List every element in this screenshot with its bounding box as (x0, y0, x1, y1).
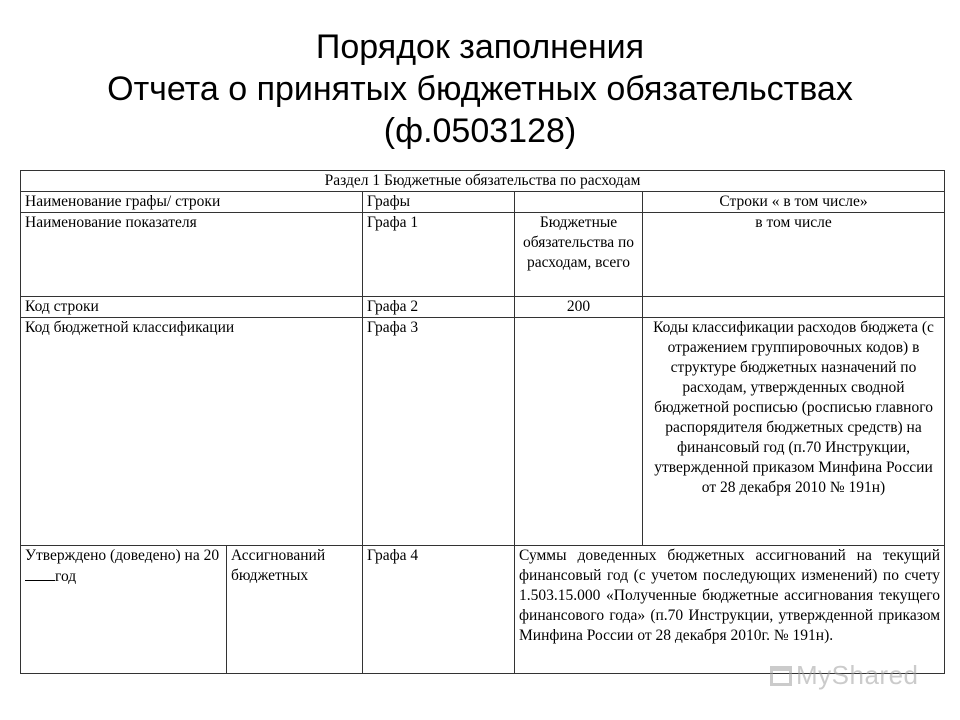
cell-approved-desc: Суммы доведенных бюджетных ассигнований на текущий финансовый год (с учетом последующих изменений) по счету 1.503.15.000 «Полученные бюджетные ассигнования текущего финансового года» (п.70 Инструкции, утвержденной приказом Минфина России от 28 декабря 2010г. № 191н). (515, 546, 945, 674)
cell-approved (21, 546, 227, 674)
table-row (21, 213, 945, 297)
projector-icon (770, 666, 792, 686)
cell-including-rows: Строки « в том числе» (643, 192, 945, 213)
cell-column-2: Графа 2 (363, 297, 515, 318)
cell-code-value: 200 (515, 297, 643, 318)
cell-column-4: Графа 4 (363, 546, 515, 674)
cell-classification-desc: Коды классификации расходов бюджета (с отражением группировочных кодов) в структуре бюджетных назначений по расходам, утвержденных сводной бюджетной росписью (росписью главного распорядителя бюджетных средств) на финансовый год (п.70 Инструкции, утвержденной приказом Минфина России от 28 декабря 2010 № 191н) (643, 318, 945, 546)
cell-including: в том числе (643, 213, 945, 297)
watermark (770, 660, 919, 691)
cell-allocations: Ассигнований бюджетных (227, 546, 363, 674)
cell-obligations-total: Бюджетные обязательства по расходам, всего (515, 213, 643, 297)
approved-prefix: Утверждено (доведено) на 20 (25, 547, 220, 564)
title-line-1: Порядок заполнения (315, 28, 645, 66)
cell-empty (643, 297, 945, 318)
table-row (21, 546, 945, 674)
slide-title (0, 26, 960, 152)
cell-row-code: Код строки (21, 297, 363, 318)
report-table (20, 170, 945, 674)
cell-empty (515, 192, 643, 213)
cell-empty (515, 318, 643, 546)
table-row (21, 318, 945, 546)
approved-suffix: год (55, 568, 77, 585)
year-blank (25, 566, 55, 581)
title-line-2: Отчета о принятых бюджетных обязательствах (107, 70, 853, 108)
table-row (21, 297, 945, 318)
title-line-3: (ф.0503128) (383, 112, 577, 150)
table-row (21, 192, 945, 213)
section-header-row (21, 171, 945, 192)
cell-name-column: Наименование графы/ строки (21, 192, 363, 213)
cell-indicator-name: Наименование показателя (21, 213, 363, 297)
cell-columns-header: Графы (363, 192, 515, 213)
cell-column-3: Графа 3 (363, 318, 515, 546)
section-header-cell: Раздел 1 Бюджетные обязательства по расходам (21, 171, 945, 192)
cell-budget-classification: Код бюджетной классификации (21, 318, 363, 546)
cell-column-1: Графа 1 (363, 213, 515, 297)
watermark-text: MyShared (796, 660, 919, 690)
